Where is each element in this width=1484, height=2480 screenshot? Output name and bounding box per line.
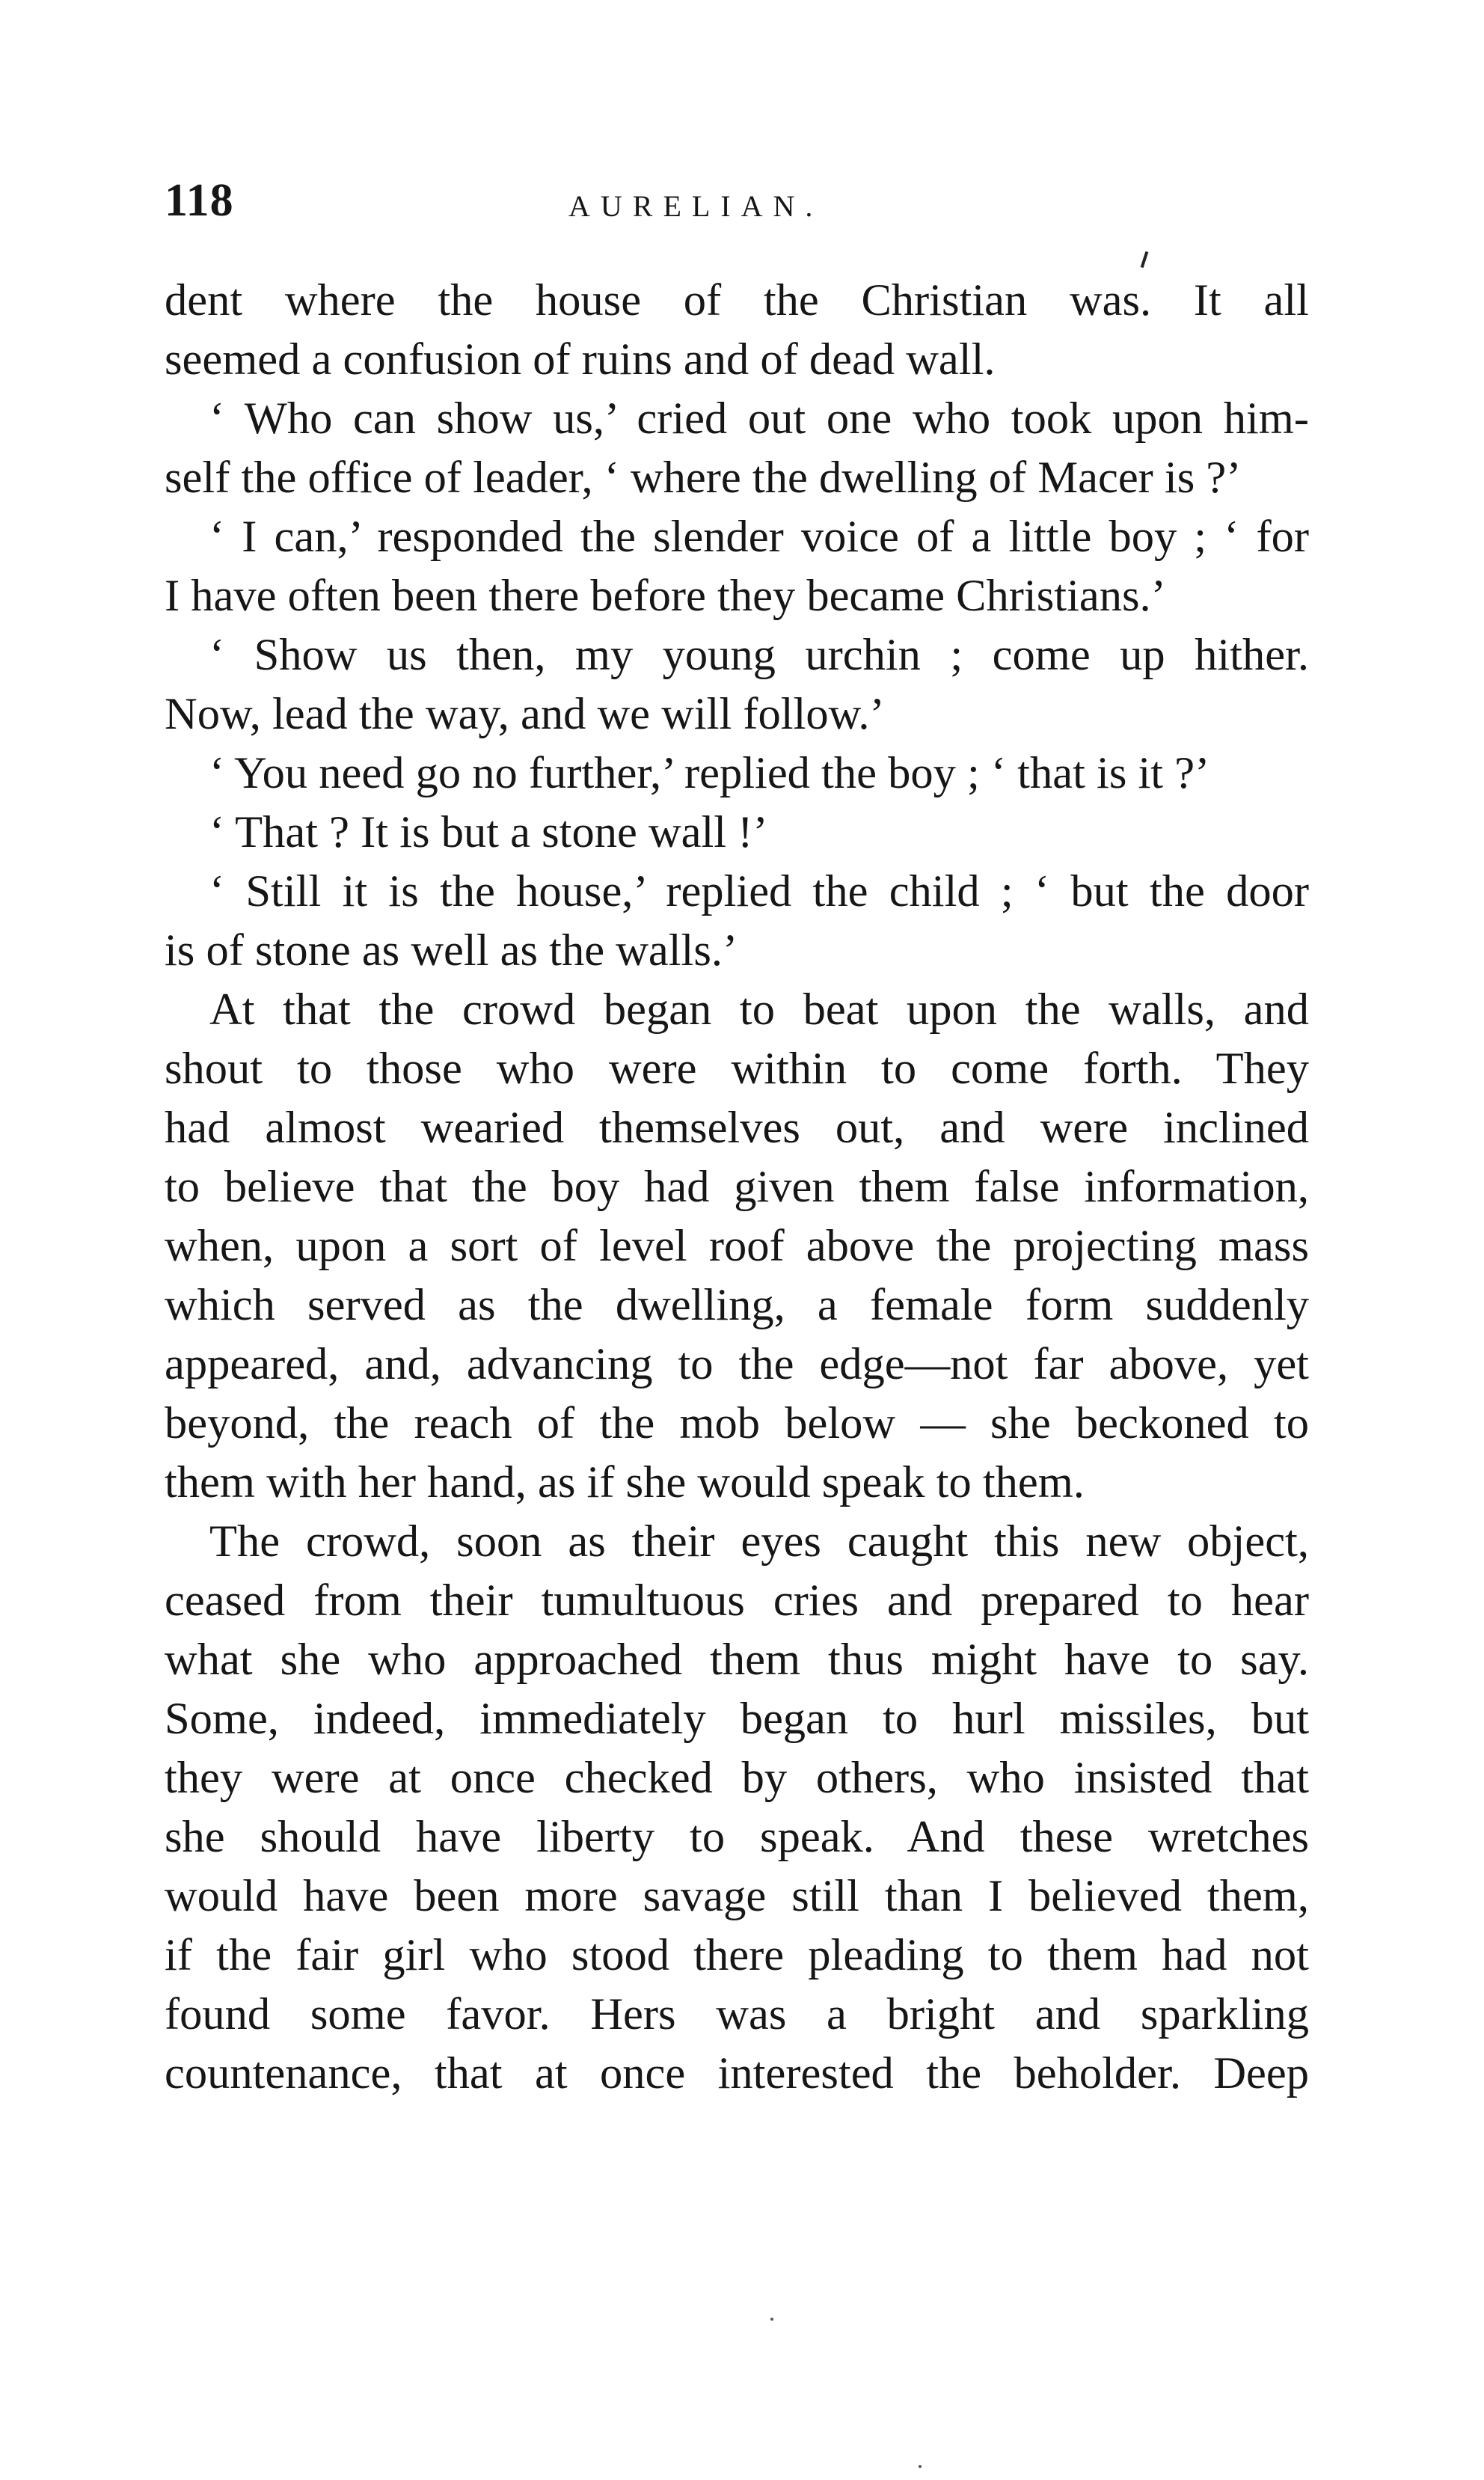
text-line: Now, lead the way, and we will follow.’ <box>165 689 885 739</box>
text-line: which served as the dwelling, a female form suddenly <box>165 1280 1309 1330</box>
text-line: The crowd, soon as their eyes caught this new object, <box>209 1516 1309 1567</box>
text-line: would have been more savage still than I believed them, <box>165 1871 1309 1921</box>
running-title: AURELIAN. <box>568 189 824 223</box>
text-line: shout to those who were within to come forth. They <box>165 1044 1309 1094</box>
text-line: had almost wearied themselves out, and were inclined <box>165 1103 1309 1153</box>
text-line: if the fair girl who stood there pleading to them had not <box>165 1930 1309 1980</box>
text-line: ‘ I can,’ responded the slender voice of a little boy ; ‘ for <box>209 512 1309 562</box>
text-line: At that the crowd began to beat upon the walls, and <box>209 985 1309 1035</box>
running-head <box>165 171 1309 230</box>
text-line: them with her hand, as if she would speak to them. <box>165 1457 1085 1507</box>
text-line: appeared, and, advancing to the edge—not far above, yet <box>165 1339 1309 1389</box>
text-line: ‘ That ? It is but a stone wall !’ <box>209 807 768 857</box>
text-line: beyond, the reach of the mob below — she beckoned to <box>165 1398 1309 1448</box>
text-line: ‘ Show us then, my young urchin ; come up hither. <box>209 630 1309 680</box>
paper-speck <box>770 2318 773 2321</box>
paper-speck <box>919 2465 922 2468</box>
text-line: dent where the house of the Christian was. It all <box>165 275 1309 325</box>
text-line: seemed a confusion of ruins and of dead wall. <box>165 334 996 385</box>
text-line: countenance, that at once interested the beholder. Deep <box>165 2048 1309 2098</box>
text-line: ‘ You need go no further,’ replied the boy ; ‘ that is it ?’ <box>209 748 1210 798</box>
text-line: ‘ Still it is the house,’ replied the child ; ‘ but the door <box>209 866 1309 916</box>
text-line: ceased from their tumultuous cries and prepared to hear <box>165 1576 1309 1626</box>
text-line: they were at once checked by others, who insisted that <box>165 1753 1309 1803</box>
text-line: to believe that the boy had given them false information, <box>165 1162 1309 1212</box>
text-line: she should have liberty to speak. And these wretches <box>165 1812 1309 1862</box>
text-line: ‘ Who can show us,’ cried out one who took upon him- <box>209 394 1309 444</box>
page-number: 118 <box>165 175 234 226</box>
text-line: self the office of leader, ‘ where the dwelling of Macer is ?’ <box>165 453 1242 503</box>
text-line: I have often been there before they became Christians.’ <box>165 571 1166 621</box>
printer-mark <box>1141 251 1149 268</box>
body-text <box>165 271 1309 2103</box>
text-line: found some favor. Hers was a bright and sparkling <box>165 1989 1309 2039</box>
text-line: is of stone as well as the walls.’ <box>165 925 738 976</box>
text-line: Some, indeed, immediately began to hurl missiles, but <box>165 1694 1309 1744</box>
text-line: what she who approached them thus might have to say. <box>165 1635 1309 1685</box>
text-line: when, upon a sort of level roof above the projecting mass <box>165 1221 1309 1271</box>
